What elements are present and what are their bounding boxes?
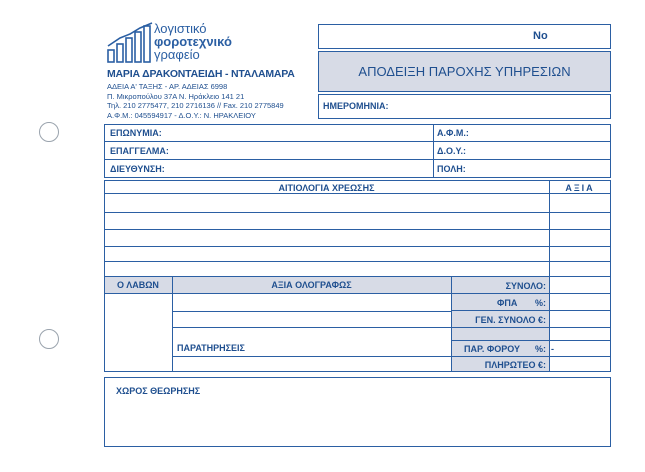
customer-section xyxy=(104,124,611,178)
vat-percent: %: xyxy=(535,298,546,308)
reason-header: ΑΙΤΙΟΛΟΓΙΑ ΧΡΕΩΣΗΣ xyxy=(278,183,375,193)
withholding-label: ΠΑΡ. ΦΟΡΟΥ xyxy=(464,344,520,354)
divider xyxy=(451,356,611,357)
divider xyxy=(104,159,611,160)
divider xyxy=(104,293,451,294)
logo-line-1: λογιστικό xyxy=(154,21,207,36)
divider xyxy=(172,276,173,372)
document-title: ΑΠΟΔΕΙΞΗ ΠΑΡΟΧΗΣ ΥΠΗΡΕΣΙΩΝ xyxy=(358,64,571,79)
divider xyxy=(172,311,451,312)
binder-hole-top xyxy=(39,122,59,142)
logo-text xyxy=(154,22,232,61)
company-address: Π. Μικροπούλου 37Α Ν. Ηράκλειο 141 21 xyxy=(107,91,245,101)
notes-label: ΠΑΡΑΤΗΡΗΣΕΙΣ xyxy=(177,343,245,353)
date-label: ΗΜΕΡΟΜΗΝΙΑ: xyxy=(323,101,389,111)
item-row-line xyxy=(104,246,611,247)
number-label: No xyxy=(533,30,548,42)
divider xyxy=(451,310,611,311)
divider xyxy=(451,327,611,328)
item-row-line xyxy=(104,261,611,262)
company-name: ΜΑΡΙΑ ΔΡΑΚΟΝΤΑΕΙΔΗ - ΝΤΑΛΑΜΑΡΑ xyxy=(107,68,295,80)
customer-name-label: ΕΠΩΝΥΜΙΑ: xyxy=(110,128,162,138)
number-box[interactable] xyxy=(318,24,611,49)
logo-line-3: γραφείο xyxy=(154,47,200,62)
item-row-line xyxy=(104,229,611,230)
withholding-dash: - xyxy=(551,344,554,354)
customer-profession-label: ΕΠΑΓΓΕΛΜΑ: xyxy=(110,146,169,156)
company-phones: Τηλ. 210 2775477, 210 2716136 // Fax. 210 2775849 xyxy=(107,101,284,110)
item-row-line xyxy=(104,212,611,213)
divider xyxy=(172,327,451,328)
divider xyxy=(451,293,611,294)
logo-line-2: φοροτεχνικό xyxy=(154,34,232,49)
receiver-label: Ο ΛΑΒΩΝ xyxy=(117,280,159,290)
payable-label: ΠΛΗΡΩΤΕΟ €: xyxy=(484,360,546,370)
divider xyxy=(451,340,611,341)
vat-label: ΦΠΑ xyxy=(497,298,518,308)
customer-doy-label: Δ.Ο.Υ.: xyxy=(437,146,466,156)
company-details xyxy=(107,82,284,120)
binder-hole-bottom xyxy=(39,329,59,349)
company-tax: Α.Φ.Μ.: 045594917 - Δ.Ο.Υ.: Ν. ΗΡΑΚΛΕΙΟΥ xyxy=(107,110,256,120)
total-label: ΣΥΝΟΛΟ: xyxy=(505,281,546,291)
withholding-percent: %: xyxy=(535,344,546,354)
grand-total-label: ΓΕΝ. ΣΥΝΟΛΟ €: xyxy=(475,315,546,325)
value-words-label: ΑΞΙΑ ΟΛΟΓΡΑΦΩΣ xyxy=(271,280,352,290)
customer-city-label: ΠΟΛΗ: xyxy=(437,164,466,174)
divider xyxy=(104,141,611,142)
customer-address-label: ΔΙΕΥΘΥΝΣΗ: xyxy=(110,164,165,174)
logo-chart-icon xyxy=(106,22,154,64)
inspection-label: ΧΩΡΟΣ ΘΕΩΡΗΣΗΣ xyxy=(116,386,201,396)
divider xyxy=(433,124,434,178)
divider xyxy=(172,356,451,357)
value-header: ΑΞΙΑ xyxy=(565,183,595,193)
divider xyxy=(104,193,611,194)
customer-afm-label: Α.Φ.Μ.: xyxy=(437,128,469,138)
company-license: ΑΔΕΙΑ Α' ΤΑΞΗΣ - ΑΡ. ΑΔΕΙΑΣ 6998 xyxy=(107,82,228,91)
